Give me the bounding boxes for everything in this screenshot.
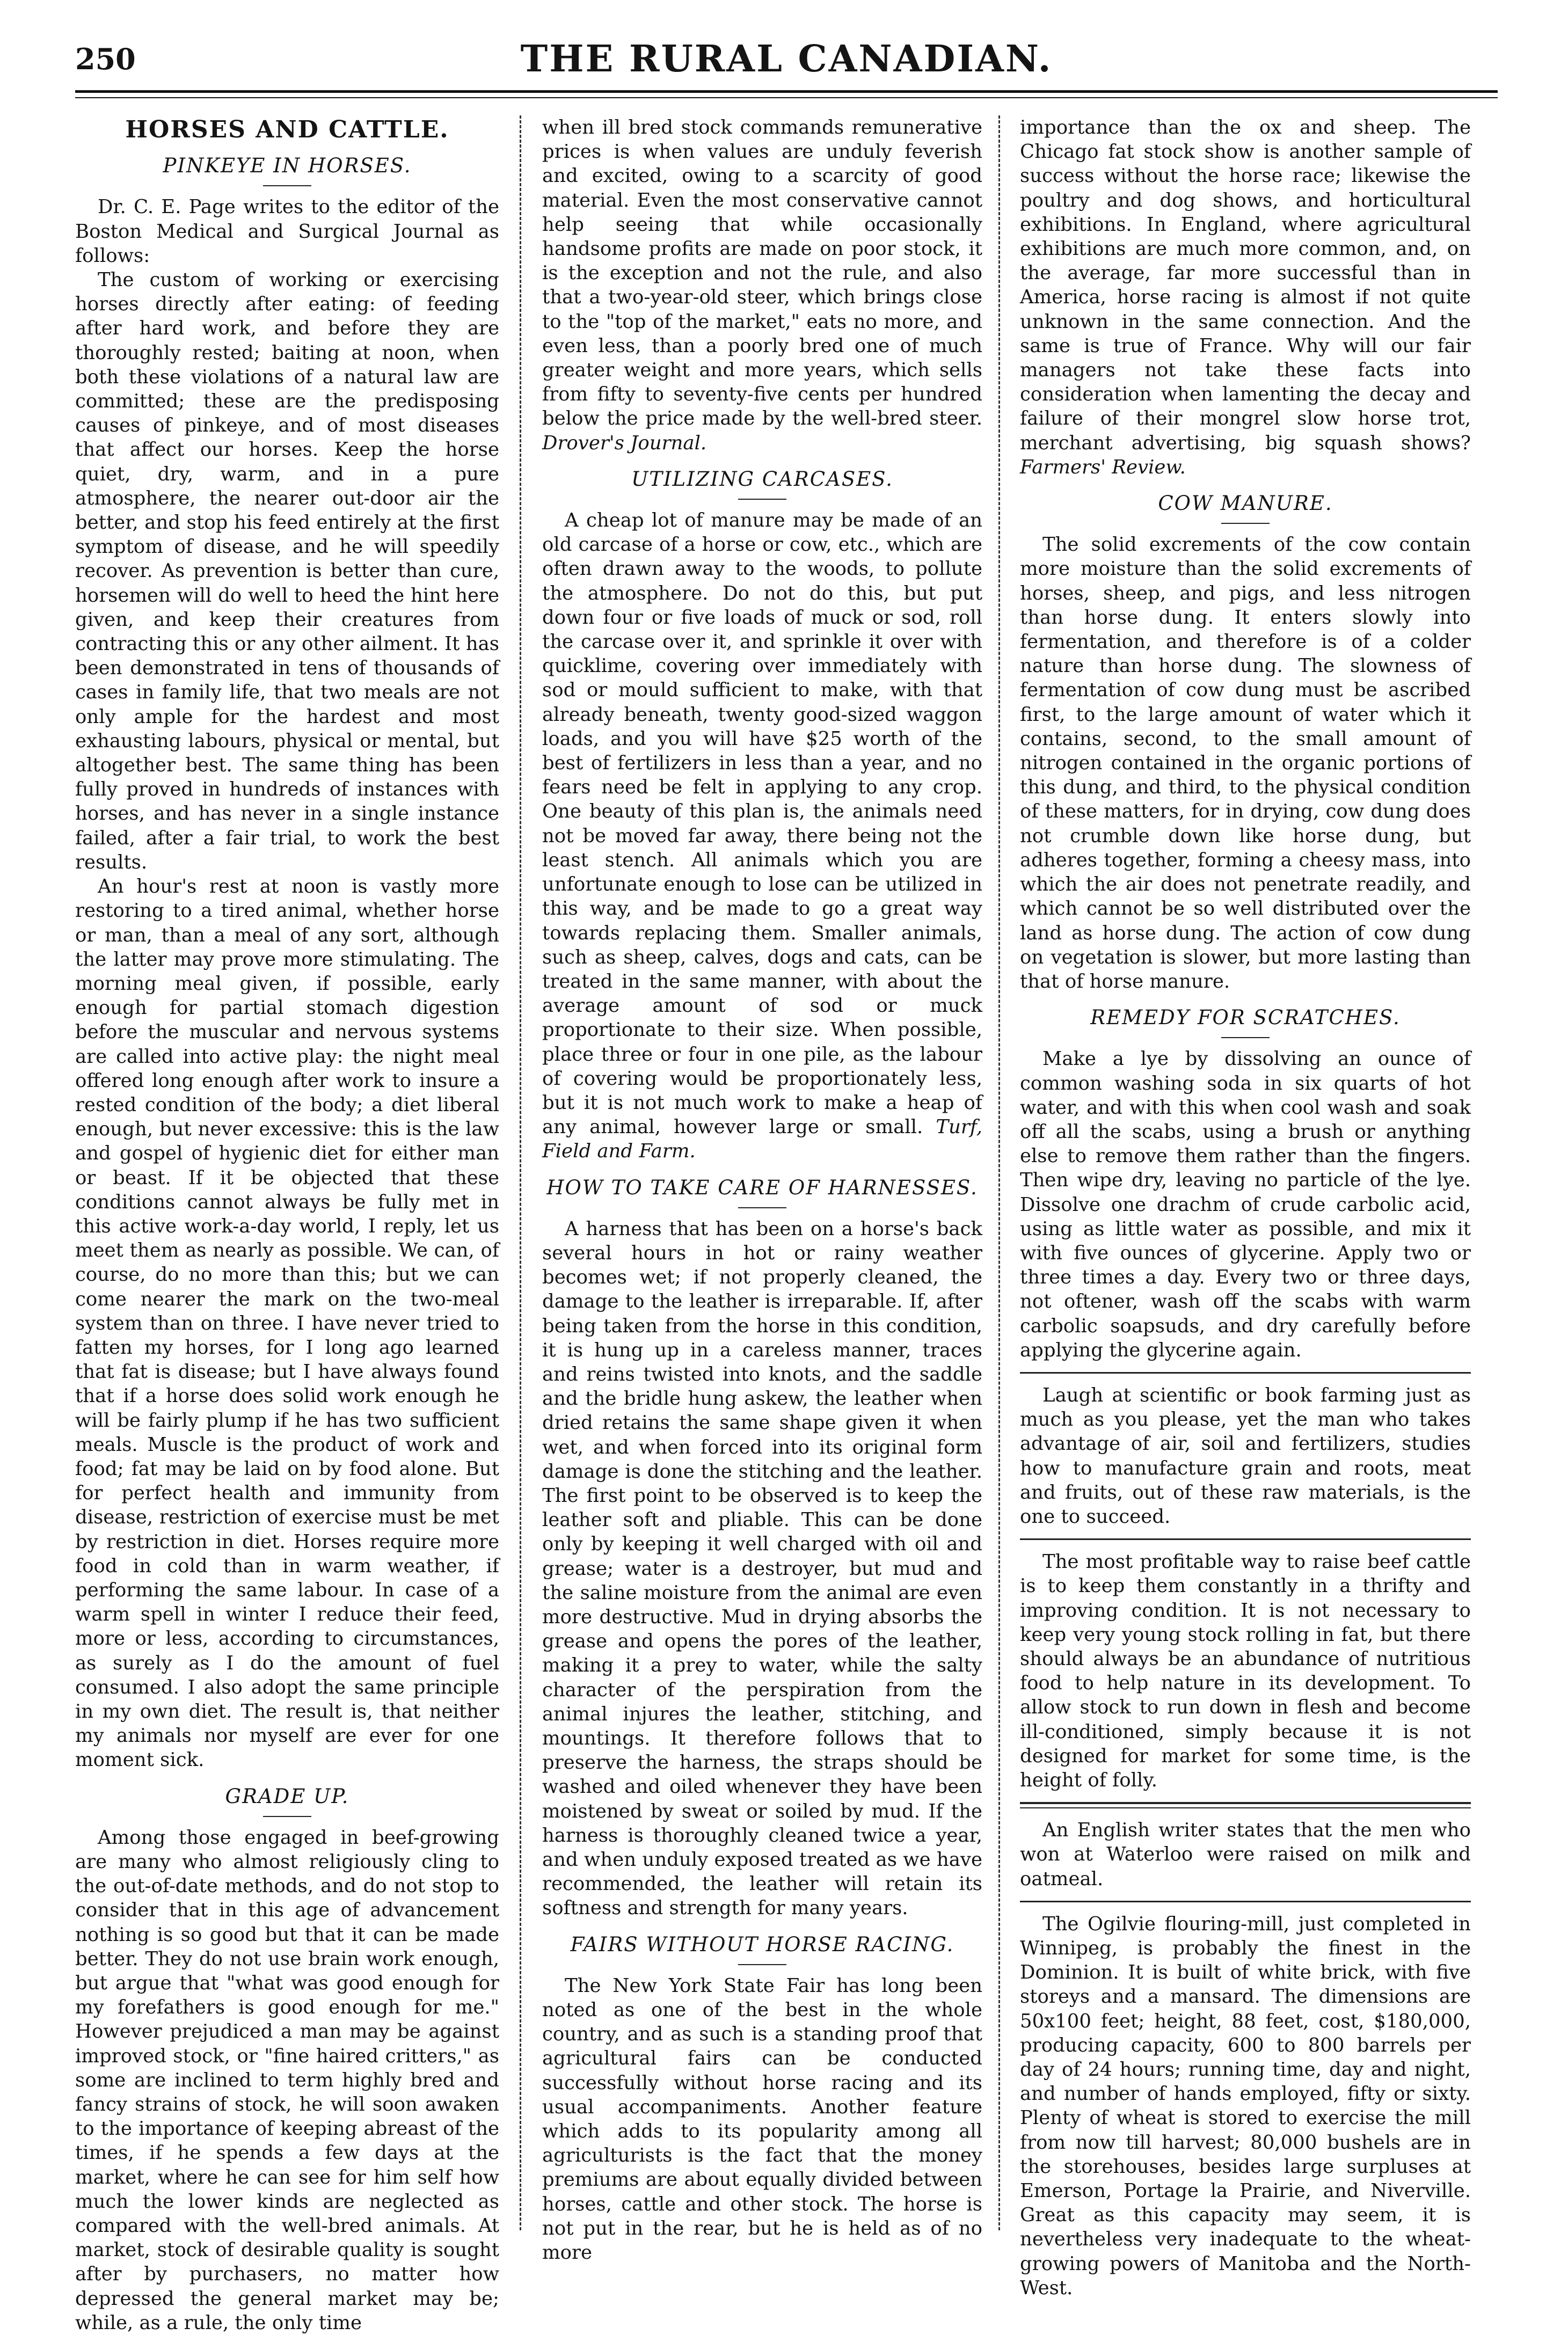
section-rule (1020, 1901, 1471, 1902)
article-paragraph: The New York State Fair has long been noted as one of the best in the whole country, and as such is a standing proof that agricultural fairs can be conducted successfully without horse racing and its usual accompaniments. Another feature which adds to its popularity among all agriculturists is the fact that the money premiums are about equally divided between horses, cattle and other stock. The horse is not put in the rear, but he is held as of no more (542, 1974, 982, 2264)
title-rule (263, 185, 311, 186)
article-title-pinkeye: PINKEYE IN HORSES. (163, 154, 412, 178)
column-divider (520, 115, 521, 2230)
article-paragraph: An English writer states that the men who won at Waterloo were raised on milk and oatmeal. (1020, 1819, 1471, 1890)
section-rule (1020, 1538, 1471, 1540)
article-paragraph (542, 115, 982, 455)
column-3 (1020, 115, 1471, 2299)
title-rule (1221, 1037, 1270, 1038)
article-paragraph: An hour's rest at noon is vastly more restoring to a tired animal, whether horse or man, than a meal of any sort, although the latter may prove more stimulating. The morning meal given, if possible, early enough for partial stomach digestion before the muscular and nervous systems are called into active play: the night meal offered long enough after work to insure a rested condition of the body; a diet liberal enough, but never excessive: this is the law and gospel of hygienic diet for either man or beast. If it be objected that these conditions cannot always be fully met in this active work-a-day world, I reply, let us meet them as nearly as possible. We can, of course, do no more than this; but we can come nearer the mark on the two-meal system than on three. I have never tried to fatten my horses, for I long ago learned that fat is disease; but I have always found that if a horse does solid work enough he will be fairly plump if he has two sufficient meals. Muscle is the product of work and food; fat may be laid on by food alone. But for perfect health and immunity from disease, restriction of exercise must be met by restriction in diet. Horses require more food in cold than in warm weather, if performing the same labour. In case of a warm spell in winter I reduce their feed, more or less, according to circumstances, as surely as I do the amount of fuel consumed. I also adopt the same principle in my own diet. The result is, that neither my animals nor myself are ever for one moment sick. (75, 875, 499, 1771)
article-source: Farmers' Review. (1020, 456, 1186, 478)
title-rule (738, 1207, 786, 1208)
article-text: when ill bred stock commands remunerative prices is when values are unduly feverish and excited, owing to a scarcity of good material. Even the most conservative cannot help seeing that while occasionally handsome profits are made on poor stock, it is the exception and not the rule, and also that a two-year-old steer, which brings close to the "top of the market," eats no more, and even less, than a poorly bred one of much greater weight and more years, which sells from fifty to seventy-five cents per hundred below the price made by the well-bred steer. (542, 116, 982, 430)
article-paragraph: Among those engaged in beef-growing are many who almost religiously cling to the out-of-date methods, and do not stop to consider that in this age of advancement nothing is so good but that it can be made better. They do not use brain work enough, but argue that "what was good enough for my forefathers is good enough for me." However prejudiced a man may be against improved stock, or "fine haired critters," as some are inclined to term highly bred and fancy strains of stock, he will soon awaken to the importance of keeping abreast of the times, if he spends a few days at the market, where he can see for him self how much the lower kinds are neglected as compared with the well-bred animals. At market, stock of desirable quality is sought after by purchasers, no matter how depressed the general market may be; while, as a rule, the only time (75, 1826, 499, 2334)
article-source: Drover's Journal. (542, 432, 707, 454)
article-paragraph: Laugh at scientific or book farming just as much as you please, yet the man who takes advantage of air, soil and fertilizers, studies how to manufacture grain and roots, meat and fruits, out of these raw materials, is the one to succeed. (1020, 1384, 1471, 1528)
article-text: importance than the ox and sheep. The Chicago fat stock show is another sample of success without the horse race; likewise the poultry and dog shows, and horticultural exhibitions. In England, where agricultural exhibitions are much more common, and, on the average, far more successful than in America, horse racing is almost if not quite unknown in the same connection. And the same is true of France. Why will our fair managers not take these facts into consideration when lamenting the decay and failure of their mongrel slow horse trot, merchant advertising, big squash shows? (1020, 116, 1471, 454)
article-paragraph: A harness that has been on a horse's back several hours in hot or rainy weather becomes wet; if not properly cleaned, the damage to the leather is irreparable. If, after being taken from the horse in this condition, it is hung up in a careless manner, traces and reins twisted into knots, and the saddle and the bridle hung askew, the leather when dried retains the same shape given it when wet, and when forced into its original form damage is done the stitching and the leather. The first point to be observed is to keep the leather soft and pliable. This can be done only by keeping it well charged with oil and grease; water is a destroyer, but mud and the saline moisture from the animal are even more destructive. Mud in drying absorbs the grease and opens the pores of the leather, making it a prey to water, while the salty character of the perspiration from the animal injures the leather, stitching, and mountings. It therefore follows that to preserve the harness, the straps should be washed and oiled whenever they have been moistened by sweat or soiled by mud. If the harness is thoroughly cleaned twice a year, and when unduly exposed treated as we have recommended, the leather will retain its softness and strength for many years. (542, 1217, 982, 1920)
section-rule (1020, 1372, 1471, 1374)
section-rule (1020, 1802, 1471, 1808)
article-paragraph (542, 508, 982, 1163)
section-heading: HORSES AND CATTLE. (125, 116, 449, 143)
article-title-carcases: UTILIZING CARCASES. (631, 467, 893, 491)
article-title-scratches: REMEDY FOR SCRATCHES. (1090, 1006, 1401, 1030)
masthead-title: THE RURAL CANADIAN. (520, 38, 1053, 81)
article-title-cow-manure: COW MANURE. (1158, 492, 1333, 515)
article-paragraph: The most profitable way to raise beef cattle is to keep them constantly in a thrifty and improving condition. It is not necessary to keep very young stock rolling in fat, but there should always be an abundance of nutritious food to help nature in its development. To allow stock to run down in flesh and become ill-conditioned, simply because it is not designed for market for some time, is the height of folly. (1020, 1551, 1471, 1791)
page-number: 250 (75, 42, 136, 76)
title-rule (1221, 523, 1270, 524)
title-rule (263, 1816, 311, 1817)
article-paragraph: Dr. C. E. Page writes to the editor of the Boston Medical and Surgical Journal as follows: (75, 196, 499, 267)
column-1 (75, 115, 499, 2334)
article-paragraph: The custom of working or exercising horses directly after eating: of feeding after hard work, and before they are thoroughly rested; baiting at noon, when both these violations of a natural law are committed; these are the predisposing causes of pinkeye, and of most diseases that affect our horses. Keep the horse quiet, dry, warm, and in a pure atmosphere, the nearer out-door air the better, and stop his feed entirely at the first symptom of disease, and he will speedily recover. As prevention is better than cure, horsemen will do well to heed the hint here given, and keep their creatures from contracting this or any other ailment. It has been demonstrated in tens of thousands of cases in family life, that two meals are not only ample for the hardest and most exhausting labours, physical or mental, but altogether best. The same thing has been fully proved in hundreds of instances with horses, and has never in a single instance failed, after a fair trial, to work the best results. (75, 269, 499, 873)
article-title-fairs: FAIRS WITHOUT HORSE RACING. (570, 1932, 954, 1956)
article-title-grade-up: GRADE UP. (225, 1784, 349, 1808)
article-title-harnesses: HOW TO TAKE CARE OF HARNESSES. (546, 1176, 978, 1199)
article-source: Turf, Field and Farm. (542, 1116, 982, 1163)
column-divider (998, 115, 1000, 2230)
article-paragraph: The Ogilvie flouring-mill, just completed in Winnipeg, is probably the finest in the Dominion. It is built of white brick, with five storeys and a mansard. The dimensions are 50x100 feet; height, 88 feet, cost, $180,000, producing capacity, 600 to 800 barrels per day of 24 hours; running time, day and night, and number of hands employed, fifty or sixty. Plenty of wheat is stored to exercise the mill from now till harvest; 80,000 bushels are in the storehouses, besides large surpluses at Emerson, Portage la Prairie, and Niverville. Great as this capacity may seem, it is nevertheless very inadequate to the wheat-growing powers of Manitoba and the North-West. (1020, 1913, 1471, 2299)
article-paragraph (1020, 115, 1471, 479)
article-paragraph: Make a lye by dissolving an ounce of common washing soda in six quarts of hot water, and with this when cool wash and soak off all the scabs, using a brush or anything else to remove them rather than the fingers. Then wipe dry, leaving no particle of the lye. Dissolve one drachm of crude carbolic acid, using as little water as possible, and mix it with five ounces of glycerine. Apply two or three times a day. Every two or three days, not oftener, wash off the scabs with warm carbolic soapsuds, and dry carefully before applying the glycerine again. (1020, 1048, 1471, 1361)
column-2 (542, 115, 982, 2264)
article-paragraph: The solid excrements of the cow contain more moisture than the solid excrements of horses, sheep, and pigs, and less nitrogen than horse dung. It enters slowly into fermentation, and therefore is of a colder nature than horse dung. The slowness of fermentation of cow dung must be ascribed first, to the large amount of water which it contains, second, to the small amount of nitrogen contained in the organic portions of this dung, and third, to the physical condition of these matters, for in drying, cow dung does not crumble down like horse dung, but adheres together, forming a cheesy mass, into which the air does not penetrate readily, and which cannot be so well distributed over the land as horse dung. The action of cow dung on vegetation is slower, but more lasting than that of horse manure. (1020, 534, 1471, 993)
article-text: A cheap lot of manure may be made of an old carcase of a horse or cow, etc., which are often drawn away to the woods, to pollute the atmosphere. Do not do this, but put down four or five loads of muck or sod, roll the carcase over it, and sprinkle it over with quicklime, covering over immediately with sod or mould sufficient to make, with that already beneath, twenty good-sized waggon loads, and you will have $25 worth of the best of fertilizers in less than a year, and no fears need be felt in applying to any crop. One beauty of this plan is, the animals need not be moved far away, there being not the least stench. All animals which you are unfortunate enough to lose can be utilized in this way, and be made to go a great way towards replacing them. Smaller animals, such as sheep, calves, dogs and cats, can be treated in the same manner, with about the average amount of sod or muck proportionate to their size. When possible, place three or four in one pile, as the labour of covering would be proportionately less, but it is not much work to make a heap of any animal, however large or small. (542, 509, 982, 1139)
title-rule (738, 1964, 786, 1965)
title-rule (738, 499, 786, 500)
header-rule (75, 90, 1498, 98)
